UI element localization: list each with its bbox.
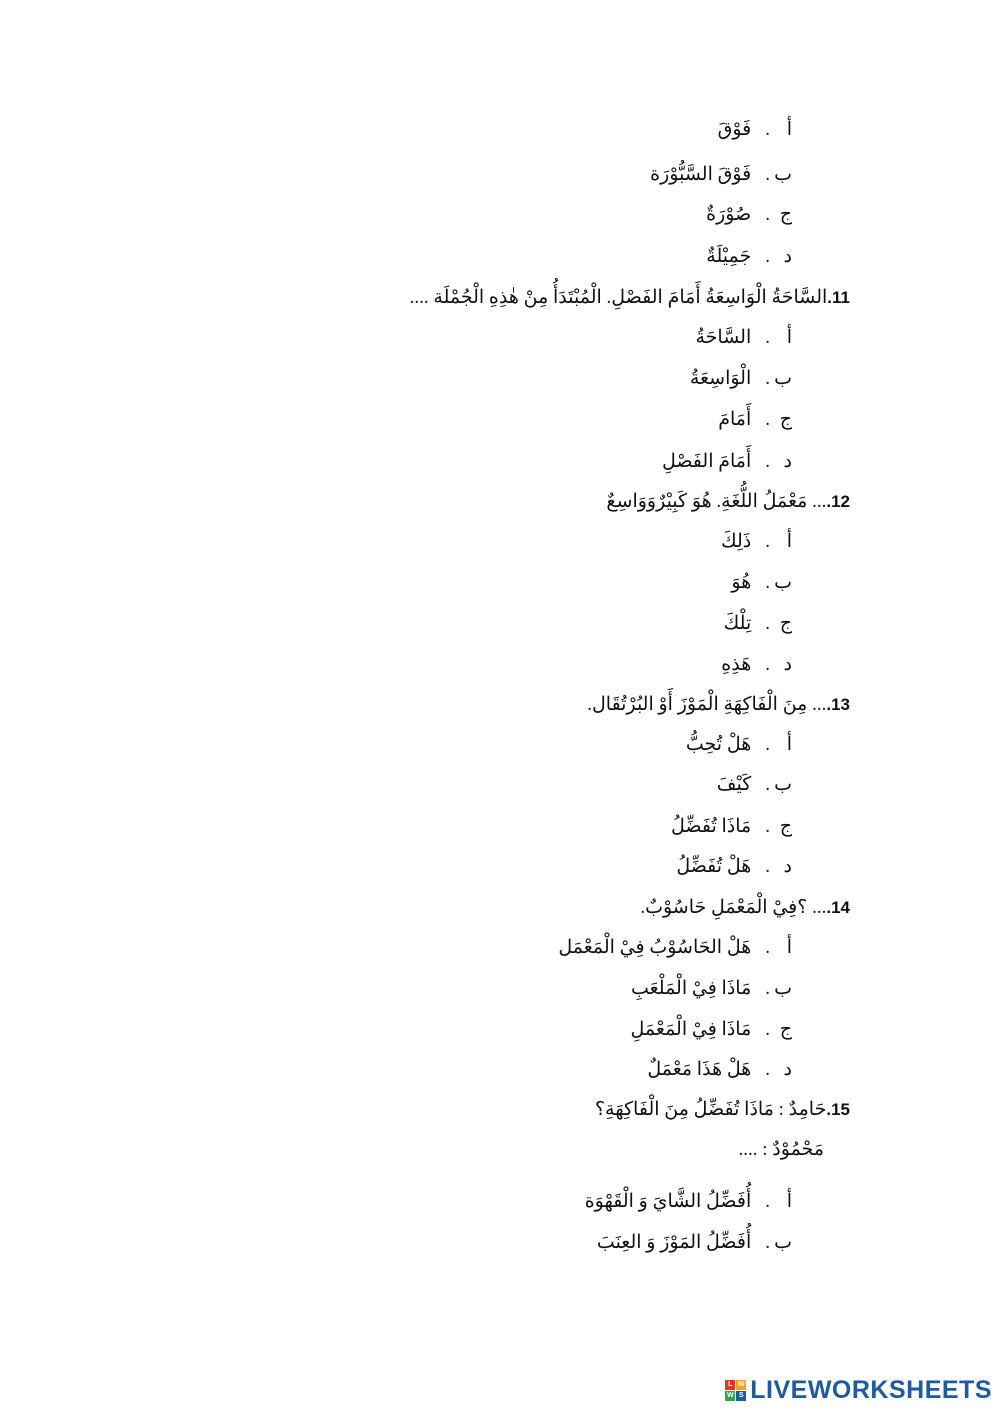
option-dot: . [765,327,770,348]
option-dot: . [765,734,770,755]
option-dot: . [765,937,770,958]
question [410,286,850,310]
option-text: السَّاحَةُ [695,327,752,348]
liveworksheets-logo-icon [725,1380,746,1401]
dialogue-text: مَحْمُوْدٌ : .... [738,1139,824,1160]
option-dot: . [765,164,770,185]
option-text: أُفَضِّلُ المَوْزَ وَ العِنَبَ [596,1232,752,1253]
option-letter: أ [786,531,792,552]
option-text: مَاذَا فِيْ الْمَلْعَبِ [630,978,752,999]
answer-option [650,163,792,187]
question-text: ... مَعْمَلُ اللُّغَةِ. هُوَ كَبِيْرٌوَوَاسِعٌ [606,491,827,512]
option-text: ذَلِكَ [720,531,752,552]
answer-option [690,367,792,391]
liveworksheets-brand[interactable] [725,1376,992,1405]
option-text: جَمِيْلَةٌ [706,246,752,267]
answer-option [597,1231,792,1255]
option-text: مَاذَا فِيْ الْمَعْمَلِ [630,1019,752,1040]
option-letter: د [783,451,792,472]
option-dot: . [765,774,770,795]
option-letter: ب [774,978,792,999]
option-dot: . [765,978,770,999]
option-letter: ب [774,572,792,593]
option-dot: . [765,1191,770,1212]
answer-option [721,653,792,677]
question-text: حَامِدٌ : مَاذَا تُفَضِّلُ مِنَ الْفَاكِهَةِ؟ [594,1099,827,1120]
option-text: كَيْفَ [716,774,752,795]
option-letter: ج [779,409,792,430]
option-text: هُوَ [731,572,752,593]
option-dot: . [765,246,770,267]
answer-option [696,326,793,350]
option-dot: . [765,119,770,140]
logo-square-3: W [726,1392,734,1399]
option-letter: ب [774,1232,792,1253]
answer-option [686,733,792,757]
option-dot: . [765,409,770,430]
answer-option [731,571,792,595]
option-text: أَمَامَ [718,409,752,430]
answer-option [706,245,792,269]
option-letter: أ [786,119,792,140]
question-text: ... مِنَ الْفَاكِهَةِ الْمَوْزَ أَوْ البُرْتُقَال. [587,694,827,715]
option-letter: د [783,1059,792,1080]
option-letter: د [783,856,792,877]
question-text: السَّاحَةُ الْوَاسِعَةُ أَمَامَ الفَصْلِ. الْمُبْتَدَأُ مِنْ هٰذِهِ الْجُمْلَة .... [409,287,828,308]
answer-option [676,855,792,879]
question-number: 11. [827,288,850,307]
option-letter: أ [786,1191,792,1212]
question-number: 13. [826,695,850,714]
option-dot: . [765,613,770,634]
answer-option [631,977,792,1001]
question-text: ... ؟فِيْ الْمَعْمَلِ حَاسُوْبٌ. [640,897,827,918]
option-letter: أ [786,327,792,348]
answer-option [706,203,792,227]
answer-option [585,1190,792,1214]
option-letter: د [783,654,792,675]
option-dot: . [765,368,770,389]
answer-option [671,815,792,839]
question [640,896,850,920]
answer-option [647,1058,792,1082]
option-text: أُفَضِّلُ الشَّايَ وَ الْقَهْوَة [584,1191,752,1212]
option-text: الْوَاسِعَةُ [689,368,752,389]
answer-option [631,1018,792,1042]
option-letter: ب [774,164,792,185]
option-text: مَاذَا تُفَضِّلُ [671,816,752,837]
option-text: هَلْ هَذَا مَعْمَلٌ [647,1059,752,1080]
option-dot: . [765,451,770,472]
option-dot: . [765,1232,770,1253]
answer-option [718,118,792,142]
question [606,490,850,514]
answer-option [558,936,792,960]
logo-square-2: W [737,1381,745,1388]
question-number: 14. [826,898,850,917]
option-letter: ج [779,613,792,634]
option-text: فَوْقَ السَّبُّوْرَة [650,164,752,185]
option-letter: د [783,246,792,267]
option-dot: . [765,531,770,552]
question [595,1098,850,1122]
dialogue-line [739,1138,824,1162]
option-letter: ب [774,774,792,795]
option-dot: . [765,856,770,877]
option-dot: . [765,816,770,837]
logo-square-4: S [736,1391,746,1401]
option-letter: ج [779,204,792,225]
option-text: هَلْ الحَاسُوْبُ فِيْ الْمَعْمَل [558,937,752,958]
option-letter: ج [779,816,792,837]
option-text: هَلْ تُحِبُّ [685,734,752,755]
option-dot: . [765,572,770,593]
option-text: فَوْقَ [717,119,752,140]
answer-option [662,450,792,474]
option-dot: . [765,1059,770,1080]
option-text: أَمَامَ الفَصْلِ [661,451,752,472]
answer-option [721,530,792,554]
logo-square-1: L [725,1380,735,1390]
option-dot: . [765,204,770,225]
liveworksheets-wordmark: LIVEWORKSHEETS [750,1376,992,1404]
option-letter: ب [774,368,792,389]
option-letter: أ [786,734,792,755]
question-number: 12. [826,492,850,511]
option-text: هَلْ تُفَضِّلُ [676,856,752,877]
answer-option [717,773,792,797]
option-text: صُوْرَةٌ [706,204,752,225]
option-letter: ج [779,1019,792,1040]
answer-option [724,612,792,636]
question-number: 15. [826,1100,850,1119]
option-text: تِلْكَ [723,613,752,634]
option-text: هَذِهِ [721,654,752,675]
option-letter: أ [786,937,792,958]
option-dot: . [765,654,770,675]
option-dot: . [765,1019,770,1040]
answer-option [718,408,792,432]
question [587,693,850,717]
